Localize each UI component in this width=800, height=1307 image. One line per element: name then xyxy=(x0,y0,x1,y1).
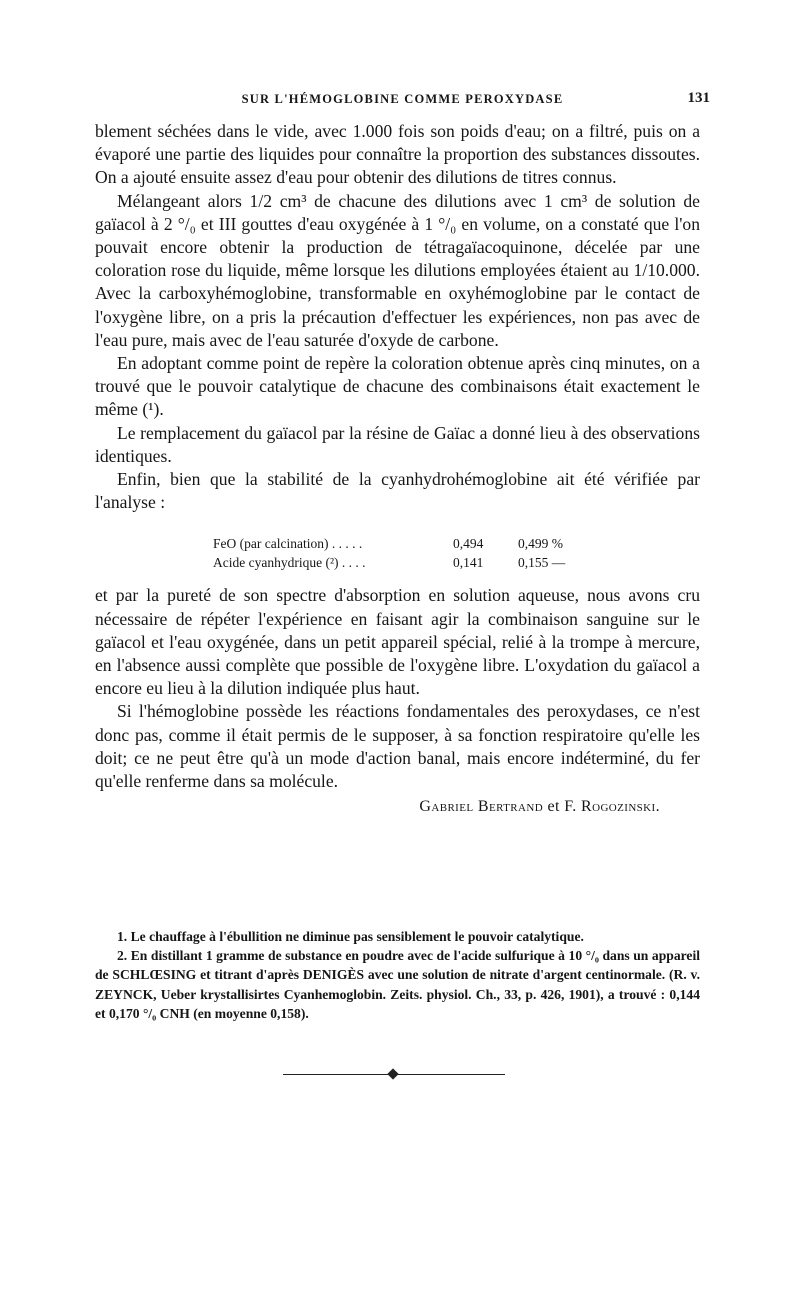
table-cell-value: 0,155 — xyxy=(518,555,566,571)
running-head: SUR L'HÉMOGLOBINE COMME PEROXYDASE xyxy=(241,92,564,106)
table-cell-value: 0,499 % xyxy=(518,536,563,552)
diamond-ornament-icon xyxy=(387,1068,398,1079)
table-cell-value: 0,141 xyxy=(453,555,484,571)
signature-conjunction: et xyxy=(547,798,560,816)
table-cell-label: FeO (par calcination) . . . . . xyxy=(213,536,363,552)
paragraph: Le remplacement du gaïacol par la résine de Gaïac a donné lieu à des observations identiques. xyxy=(95,422,700,466)
footnotes xyxy=(95,927,700,1023)
paragraph: Si l'hémoglobine possède les réactions fondamentales des peroxydases, ce n'est donc pas, comme il était permis de le supposer, à sa fonction respiratoire qu'elle les doit; ce ne peut être qu'à un mode d'action banal, mais encore indéterminé, du fer qu'elle renferme dans sa molécule. xyxy=(95,701,700,792)
footnote: 2. En distillant 1 gramme de substance en poudre avec de l'acide sulfurique à 10 °/₀ dans un appareil de SCHLŒSING et titrant d'après DENIGÈS avec une solution de nitrate d'argent centinormale. (R. v. ZEYNCK, Ueber krystallisirtes Cyanhemoglobin. Zeits. physiol. Ch., 33, p. 426, 1901), a trouvé : 0,144 et 0,170 °/₀ CNH (en moyenne 0,158). xyxy=(95,948,700,1021)
analysis-table xyxy=(213,534,700,572)
page-number: 131 xyxy=(687,90,710,106)
paragraph: et par la pureté de son spectre d'absorption en solution aqueuse, nous avons cru nécessaire de répéter l'expérience en faisant agir la combinaison sanguine sur le gaïacol et l'eau oxygénée, dans un petit appareil spécial, relié à la trompe à mercure, en l'absence aussi complète que possible de l'oxygène libre. L'oxydation du gaïacol a encore eu lieu à la dilution indiquée plus haut. xyxy=(95,585,700,699)
paragraph: blement séchées dans le vide, avec 1.000 fois son poids d'eau; on a filtré, puis on a évaporé une partie des liquides pour connaître la proportion des substances dissoutes. On a ajouté ensuite assez d'eau pour obtenir des dilutions de titres connus. xyxy=(95,121,700,188)
body-text xyxy=(95,120,700,818)
table-row xyxy=(213,534,700,553)
footnote: 1. Le chauffage à l'ébullition ne diminue pas sensiblement le pouvoir catalytique. xyxy=(117,929,584,944)
table-cell-value: 0,494 xyxy=(453,536,484,552)
table-cell-label: Acide cyanhydrique (²) . . . . xyxy=(213,555,366,571)
table-row xyxy=(213,553,700,572)
signature xyxy=(95,795,700,818)
page-header xyxy=(95,92,710,112)
paragraph: Enfin, bien que la stabilité de la cyanhydrohémoglobine ait été vérifiée par l'analyse : xyxy=(95,469,700,513)
author-name: F. Rogozinski. xyxy=(564,798,660,816)
paragraph: Mélangeant alors 1/2 cm³ de chacune des dilutions avec 1 cm³ de solution de gaïacol à 2 °/₀ et III gouttes d'eau oxygénée à 1 °/₀ en volume, on a constaté que l'on pouvait encore obtenir la production de tétragaïacoquinone, décelée par une coloration rose du liquide, même lorsque les dilutions employées étaient au 1/10.000. Avec la carboxyhémoglobine, transformable en oxyhémoglobine par le contact de l'oxygène libre, on a pris la précaution d'effectuer les expériences, non pas avec de l'eau pure, mais avec de l'eau saturée d'oxyde de carbone. xyxy=(95,190,700,350)
paragraph: En adoptant comme point de repère la coloration obtenue après cinq minutes, on a trouvé que le pouvoir catalytique de chacune des combinaisons était exactement le même (¹). xyxy=(95,353,700,420)
author-name: Gabriel Bertrand xyxy=(419,798,544,816)
